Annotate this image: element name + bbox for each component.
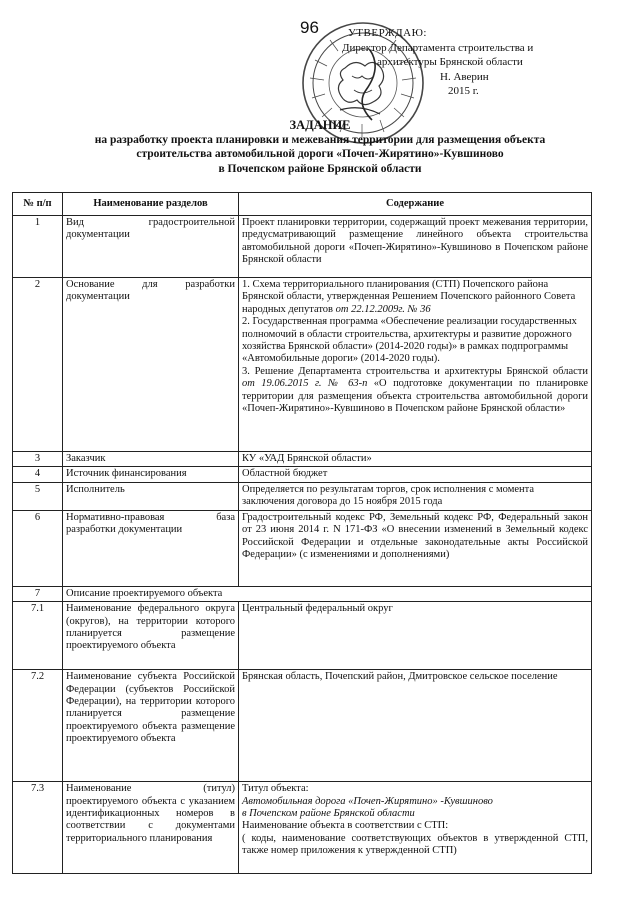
row-section-name: Нормативно-правовая база разработки документации — [63, 510, 239, 586]
basis-item-2: 2. Государственная программа «Обеспечение реализации государственных полномочий в области строительства, архитектуры и развитие дорожного хозяйства Брянской области» (2014-2020 годы)» в рамках подпрограммы «Автомобильные дороги» (2014-2020 годы). — [242, 316, 577, 365]
title-heading: ЗАДАНИЕ — [289, 118, 351, 132]
approval-signature-name: Н. Аверин — [440, 70, 489, 83]
table-row — [13, 482, 592, 510]
table-row — [13, 670, 592, 782]
row-content: Проект планировки территории, содержащий проект межевания территории, предусматривающий размещение линейного объекта строительства автомобильной дороги «Почеп-Жирятино»-Кувшиново в Почепском районе Брянской области — [239, 216, 592, 278]
row-section-name: Источник финансирования — [63, 467, 239, 482]
row-section-name: Заказчик — [63, 452, 239, 467]
page-number: 96 — [300, 18, 319, 37]
title-line-3: в Почепском районе Брянской области — [218, 162, 422, 175]
row-section-name: Основание для разработки документации — [63, 278, 239, 452]
approval-line-2: архитектуры Брянской области — [377, 56, 523, 68]
title-line-2: строительства автомобильной дороги «Почеп-Жирятино»-Кувшиново — [136, 148, 504, 161]
assignment-table — [12, 192, 592, 874]
header-content: Содержание — [239, 193, 592, 216]
stp-name-label: Наименование объекта в соответствии с СТП: — [242, 820, 449, 832]
table-row — [13, 510, 592, 586]
row-number: 2 — [13, 278, 63, 452]
row-content: Определяется по результатам торгов, срок исполнения с момента заключения договора до 15 ноября 2015 года — [239, 482, 592, 510]
object-title-line-2: в Почепском районе Брянской области — [242, 808, 415, 820]
basis-item-3-title: «О подготовке документации по планировке территории для размещения объекта строительства автомобильной дороги «Почеп-Жирятино»-Кувшиново в Почепском районе Брянской области» — [242, 378, 588, 415]
basis-item-1: 1. Схема территориального планирования (СТП) Почепского района Брянской области, утвержденная Решением Почепского районного Совета народных депутатов — [242, 279, 576, 315]
row-number: 5 — [13, 482, 63, 510]
table-row — [13, 278, 592, 452]
basis-item-3: 3. Решение Департамента строительства и архитектуры Брянской области — [242, 365, 588, 377]
approval-date: 2015 г. — [448, 85, 479, 97]
header-number: № п/п — [13, 193, 63, 216]
row-section-name: Исполнитель — [63, 482, 239, 510]
basis-item-3-date: от 19.06.2015 г. № 63-п — [242, 378, 368, 390]
row-section-name: Вид градостроительной документации — [63, 216, 239, 278]
row-content — [239, 782, 592, 874]
row-section-name: Наименование субъекта Российской Федерации (субъектов Российской Федерации), на территории которого планируется размещение проектируемого объекта размещение проектируемого объекта — [63, 670, 239, 782]
row-number: 4 — [13, 467, 63, 482]
row-section-name: Наименование (титул) проектируемого объекта с указанием идентификационных номеров в соответствии с документами территориального планирования — [63, 782, 239, 874]
table-row — [13, 467, 592, 482]
row-content: Центральный федеральный округ — [239, 602, 592, 670]
row-content: Областной бюджет — [239, 467, 592, 482]
row-number: 7.1 — [13, 602, 63, 670]
title-line-1: на разработку проекта планировки и межевания территории для размещения объекта — [94, 133, 546, 146]
row-content — [239, 278, 592, 452]
row-number: 3 — [13, 452, 63, 467]
row-section-name: Описание проектируемого объекта — [63, 586, 592, 601]
row-number: 1 — [13, 216, 63, 278]
table-row — [13, 586, 592, 601]
row-number: 7 — [13, 586, 63, 601]
row-content: Градостроительный кодекс РФ, Земельный кодекс РФ, Федеральный закон от 23 июня 2014 г. N 171-ФЗ «О внесении изменений в Земельный кодекс Российской Федерации и отдельные законодательные акты Российской Федерации» (с изменениями и дополнениями) — [239, 510, 592, 586]
row-section-name: Наименование федерального округа (округов), на территории которого планируется размещение проектируемого объекта — [63, 602, 239, 670]
row-content: КУ «УАД Брянской области» — [239, 452, 592, 467]
row-content: Брянская область, Почепский район, Дмитровское сельское поселение — [239, 670, 592, 782]
table-header-row — [13, 193, 592, 216]
row-number: 6 — [13, 510, 63, 586]
document-title — [60, 118, 580, 176]
row-number: 7.3 — [13, 782, 63, 874]
basis-item-1-date: от 22.12.2009г. № 36 — [335, 303, 431, 315]
object-title-label: Титул объекта: — [242, 783, 309, 795]
approval-line-1: Директор Департамента строительства и — [342, 41, 534, 54]
header-section-name: Наименование разделов — [63, 193, 239, 216]
table-row — [13, 216, 592, 278]
stp-codes-note: ( коды, наименование соответствующих объектов в утвержденной СТП, также номер приложения к утвержденной СТП) — [242, 832, 588, 857]
table-row — [13, 452, 592, 467]
table-row — [13, 602, 592, 670]
row-number: 7.2 — [13, 670, 63, 782]
approval-block — [340, 26, 630, 99]
approval-header: УТВЕРЖДАЮ: — [348, 27, 427, 39]
object-title-line-1: Автомобильная дорога «Почеп-Жирятино» -Кувшиново — [242, 795, 493, 807]
table-row — [13, 782, 592, 874]
